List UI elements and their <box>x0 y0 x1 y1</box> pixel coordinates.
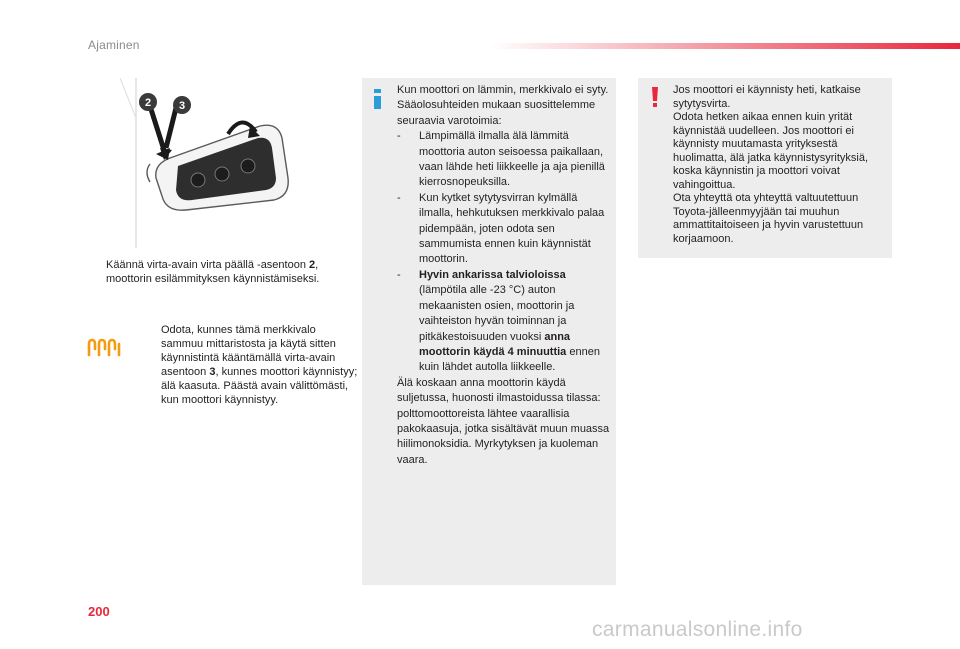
info-intro: Kun moottori on lämmin, merkkivalo ei syty. Sääolosuhteiden mukaan suosittelemme seuraavia varotoimia: <box>397 84 609 127</box>
page-number: 200 <box>88 604 110 619</box>
info-outro: Älä koskaan anna moottorin käydä suljetussa, huonosti ilmastoidussa tilassa: polttomoottoreista lähtee vaarallisia pakokaasuja, jotka sisältävät muun muassa hiilimonoksidia. Myrkytyksen ja kuoleman vaara. <box>397 376 610 466</box>
info-icon <box>372 86 384 112</box>
key-ignition-illustration <box>110 78 290 248</box>
warning-box <box>638 78 892 258</box>
info-box <box>362 78 616 585</box>
section-title: Ajaminen <box>88 38 140 52</box>
info-list-item: - Hyvin ankarissa talvioloissa (lämpötila alle -23 °C) auton mekaanisten osien, moottorin ja vaihteiston hyvän toiminnan ja pitkäkestoisuuden vuoksi anna moottorin käydä 4 minuuttia ennen kuin lähdet autolla liikkeelle. <box>397 268 600 374</box>
callout-2: 2 <box>144 97 152 109</box>
exclamation-icon <box>650 85 660 109</box>
glow-plug-icon <box>86 337 122 359</box>
info-text <box>397 83 613 468</box>
step-1-text: Käännä virta-avain virta päällä -asentoon 2, moottorin esilämmityksen käynnistämiseksi. <box>106 259 320 285</box>
callout-3: 3 <box>178 100 186 112</box>
step-2-text: Odota, kunnes tämä merkkivalo sammuu mittaristosta ja käytä sitten käynnistintä kääntämällä virta-avain asentoon 3, kunnes moottori käynnistyy; älä kaasuta. Päästä avain välittömästi, kun moottori käynnistyy. <box>161 324 358 406</box>
warning-text: Jos moottori ei käynnisty heti, katkaise sytytysvirta. Odota hetken aikaa ennen kuin yrität käynnistää uudelleen. Jos moottori ei käynnisty muutamasta yrityksestä huolimatta, älä jatka käynnistysyrityksiä, koska käynnistin ja moottori voivat vahingoittua. Ota yhteyttä ota yhteyttä valtuutettuun Toyota-jälleenmyyjään tai muuhun ammattitaitoiseen ja hyvin varustettuun korjaamoon. <box>673 84 869 245</box>
step-2 <box>143 323 358 407</box>
header-gradient-bar <box>490 43 960 49</box>
step-1 <box>88 258 338 286</box>
info-list-item: - Kun kytket sytytysvirran kylmällä ilmalla, hehkutuksen merkkivalo palaa pidempään, joten odota sen sammumista ennen kuin käynnistät moottorin. <box>397 191 605 266</box>
info-list-item: - Lämpimällä ilmalla älä lämmitä moottoria auton seisoessa paikallaan, vaan lähde heti liikkeelle ja aja pienillä kierrosnopeuksilla. <box>397 130 605 189</box>
watermark: carmanualsonline.info <box>592 618 803 641</box>
